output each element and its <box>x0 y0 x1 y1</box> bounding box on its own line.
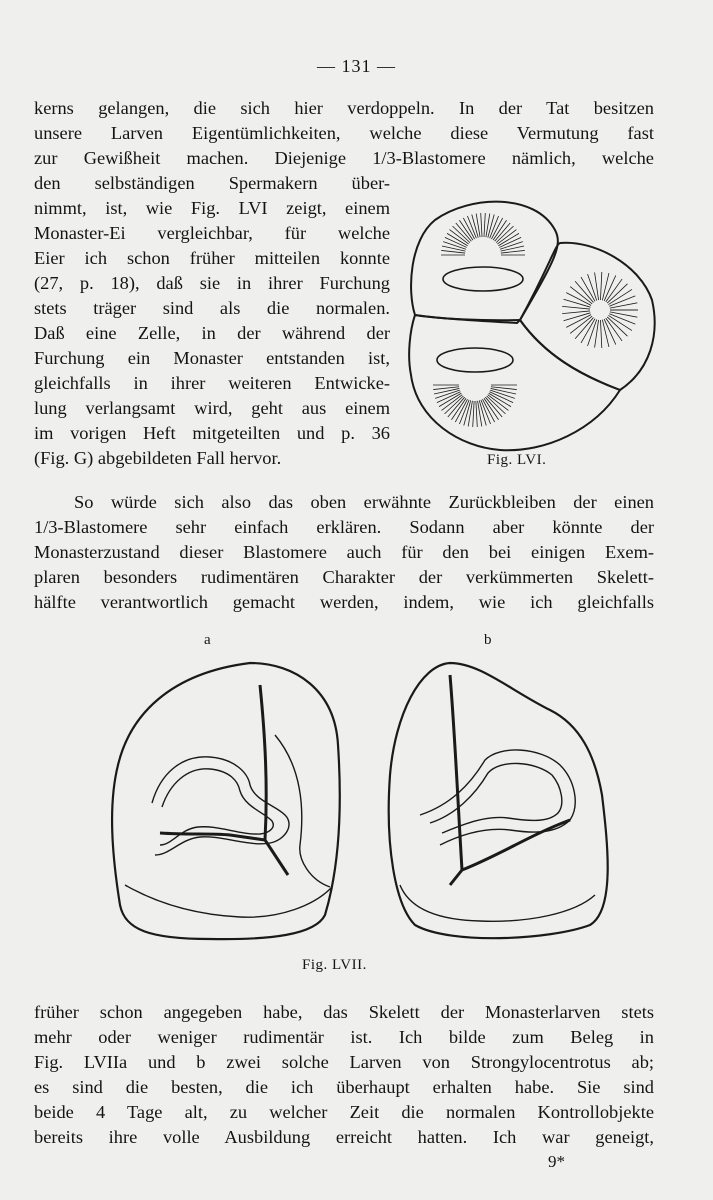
aster-ray <box>570 316 592 333</box>
text-line: im vorigen Heft mitgeteilten und p. 36 <box>34 423 390 443</box>
ciliary-band <box>275 735 330 887</box>
figure-lvii-caption: Fig. LVII. <box>302 957 367 973</box>
text-line: (Fig. G) abgebildeten Fall hervor. <box>34 448 282 468</box>
aster-ray <box>610 303 637 308</box>
aster-ray <box>476 401 477 427</box>
skeleton-rod <box>260 685 266 840</box>
figure-lvii-label-b: b <box>484 632 492 648</box>
aster-ray <box>484 213 485 237</box>
text-line: hälfte verantwortlich gemacht werden, indem, wie ich gleichfalls <box>34 592 654 612</box>
figure-lvii-label-a: a <box>204 632 212 648</box>
aster-ray <box>501 250 525 253</box>
figure-lvi-caption: Fig. LVI. <box>487 452 547 468</box>
larva-outline <box>112 663 340 939</box>
gut-outline <box>430 763 562 833</box>
text-line: plaren besonders rudimentären Charakter der verkümmerten Skelett- <box>34 567 654 587</box>
aster-ray <box>606 279 622 302</box>
aster-ray <box>602 273 609 300</box>
aster-ray <box>570 287 592 304</box>
text-segment: zur Gewißheit machen. Diejenige <box>34 148 347 168</box>
aster-ray <box>562 306 590 309</box>
text-line: Furchung ein Monaster entstanden ist, <box>34 348 390 368</box>
aster-ray <box>600 272 601 300</box>
aster-ray <box>610 312 637 317</box>
text-line: unsere Larven Eigentümlichkeiten, welche diese Vermutung fast <box>34 123 654 143</box>
text-line: kerns gelangen, die sich hier verdoppeln. In der Tat besitzen <box>34 98 654 118</box>
text-segment: -Blastomere nämlich, welche <box>395 148 654 168</box>
aster-ray <box>487 396 506 414</box>
text-segment: -Blastomere sehr einfach erklären. Sodann aber könnte der <box>57 517 654 537</box>
aster-ray <box>602 320 609 347</box>
text-line: Monasterzustand dieser Blastomere auch für den bei einigen Exem- <box>34 542 654 562</box>
figure-lvii-a-illustration <box>100 655 350 945</box>
text-line <box>34 515 654 539</box>
skeleton-rod <box>265 840 288 875</box>
nucleus-ellipse <box>443 267 523 291</box>
text-line: Monaster-Ei vergleichbar, für welche <box>34 223 390 243</box>
aster-ray <box>473 401 474 427</box>
skeleton-rod <box>450 675 462 870</box>
aster-ray <box>496 226 513 243</box>
text-line: beide 4 Tage alt, zu welcher Zeit die normalen Kontrollobjekte <box>34 1102 654 1122</box>
text-line: den selbständigen Spermakern über- <box>34 173 390 193</box>
aster-ray <box>441 250 465 253</box>
text-line: mehr oder weniger rudimentär ist. Ich bilde zum Beleg in <box>34 1027 654 1047</box>
aster-ray <box>468 401 472 427</box>
ciliary-band <box>400 885 595 921</box>
text-line: stets träger sind als die normalen. <box>34 298 390 318</box>
aster-ray <box>575 281 593 302</box>
text-line: bereits ihre volle Ausbildung erreicht hatten. Ich war geneigt, <box>34 1127 654 1147</box>
text-line: es sind die besten, die ich überhaupt erhalten habe. Sie sind <box>34 1077 654 1097</box>
fraction-one-third: 1/3 <box>372 148 396 168</box>
text-line: (27, p. 18), daß sie in ihrer Furchung <box>34 273 390 293</box>
figure-lvi-illustration <box>405 195 665 465</box>
figure-lvii-b-illustration <box>380 655 630 945</box>
text-line: früher schon angegeben habe, das Skelett der Monasterlarven stets <box>34 1002 654 1022</box>
aster-ray <box>562 311 590 314</box>
aster-ray <box>575 318 593 339</box>
text-line: Daß eine Zelle, in der während der <box>34 323 390 343</box>
aster-ray <box>445 396 464 414</box>
skeleton-rod <box>462 820 570 870</box>
text-line: gleichfalls in ihrer weiteren Entwicke- <box>34 373 390 393</box>
text-line: Eier ich schon früher mitteilen konnte <box>34 248 390 268</box>
signature-mark: 9* <box>548 1152 565 1171</box>
aster-ray <box>453 226 470 243</box>
cell-outline-left-bottom <box>409 315 620 450</box>
nucleus-ellipse <box>437 348 513 372</box>
cell-outline-left-top <box>411 202 558 323</box>
page-number: — 131 — <box>317 56 396 76</box>
aster-ray <box>606 318 622 341</box>
skeleton-rod <box>450 870 462 885</box>
aster-ray <box>442 246 465 251</box>
aster-ray <box>478 401 482 427</box>
text-line: nimmt, ist, wie Fig. LVI zeigt, einem <box>34 198 390 218</box>
text-line <box>34 146 654 170</box>
aster-ray <box>481 213 482 237</box>
gut-outline <box>420 750 575 845</box>
aster-ray <box>501 246 524 251</box>
text-line: So würde sich also das oben erwähnte Zurückbleiben der einen <box>74 492 654 512</box>
fraction-one-third: 1/3 <box>34 517 58 537</box>
ciliary-band <box>125 885 332 917</box>
text-line: lung verlangsamt wird, geht aus einem <box>34 398 390 418</box>
aster-ray <box>600 320 601 348</box>
text-line: Fig. LVIIa und b zwei solche Larven von Strongylocentrotus ab; <box>34 1052 654 1072</box>
